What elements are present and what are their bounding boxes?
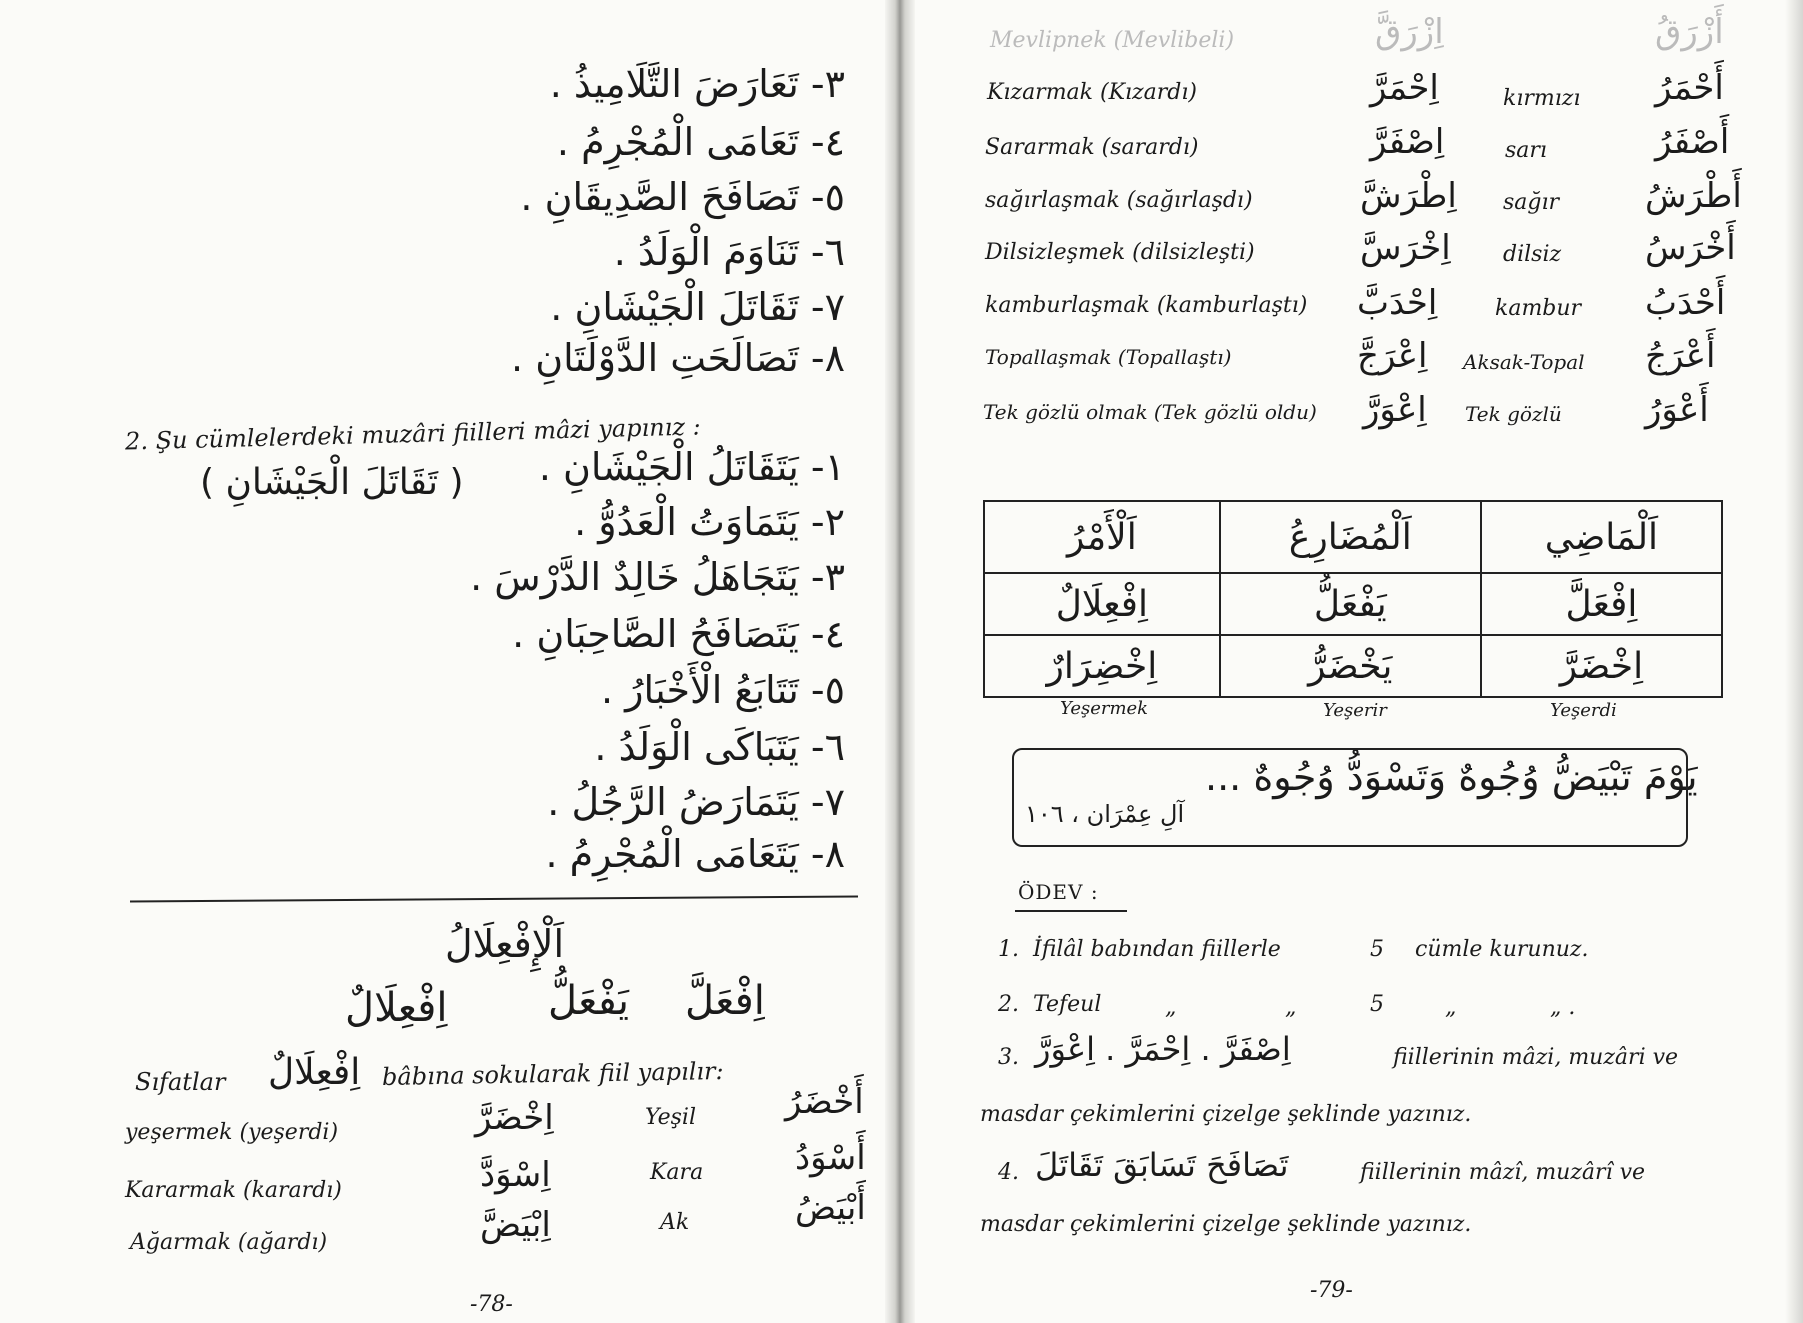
exercise-line: ٦- يَتَبَاكَى الْوَلَدُ . [594,725,845,769]
ditto-mark: „ . [1550,995,1576,1020]
adj-tr: kırmızı [1503,86,1581,111]
ditto-mark: „ [1285,995,1297,1020]
faint-header-verb: اِزْرَقَّ [1375,12,1444,52]
table-caption-mazi: Yeşerdi [1550,700,1617,721]
verse-box [1012,748,1688,847]
exercise-line: ٨- يَتَعَامَى الْمُجْرِمُ . [545,832,845,876]
page-number: -78- [470,1292,513,1317]
exercise2-example: ( تَقَاتَلَ الْجَيْشَانِ ) [200,462,464,503]
rule-arabic: اِفْعِلَالٌ [268,1052,361,1093]
homework-count: 5 [1370,937,1384,962]
adj-tr: dilsiz [1503,242,1562,267]
table-cell: اِخْضِرَارٌ [984,635,1220,697]
page-edge [1785,0,1803,1323]
verb-tr: sağırlaşmak (sağırlaşdı) [985,188,1253,213]
left-page [0,0,895,1323]
homework-text: fiillerinin mâzî, muzârî ve [1360,1160,1646,1185]
verb-ar: اِبْيَضَّ [480,1205,551,1245]
adj-ar: أَسْوَدُ [795,1138,866,1178]
exercise-line: ٧- يَتَمَارَضُ الرَّجُلُ . [547,780,845,824]
exercise-line: ٢- يَتَمَاوَتُ الْعَدُوُّ . [574,500,845,544]
exercise-line: ١- يَتَقَاتَلُ الْجَيْشَانِ . [538,445,845,489]
ditto-mark: „ [1445,995,1457,1020]
table-cell: اِخْضَرَّ [1481,635,1722,697]
adj-tr: Aksak-Topal [1463,350,1585,374]
verb-ar: اِخْضَرَّ [475,1098,554,1138]
verb-tr: Ağarmak (ağardı) [130,1230,328,1255]
table-cell: يَخْضَرُّ [1220,635,1481,697]
rule-prefix: Sıfatlar [135,1068,226,1096]
adj-ar: أَحْمَرُ [1655,68,1724,108]
adj-tr: Ak [660,1210,690,1235]
homework-text2: masdar çekimlerini çizelge şeklinde yazınız. [980,1212,1472,1237]
verb-ar: اِعْوَرَّ [1363,390,1427,430]
adj-tr: Tek gözlü [1465,402,1562,426]
homework-words: اِصْفَرَّ . اِحْمَرَّ . اِعْوَرَّ [1035,1030,1291,1068]
homework-text: fiillerinin mâzi, muzâri ve [1393,1045,1679,1070]
verb-tr: Sararmak (sarardı) [985,135,1199,160]
table-caption-amr: Yeşermek [1060,698,1149,719]
form-muzari: يَفْعَلُّ [548,978,629,1024]
exercise-line: ٥- تَتَابَعُ الْأَخْبَارُ . [601,668,845,712]
adj-tr: sağır [1503,190,1560,215]
adj-ar: أَخْرَسُ [1645,228,1736,268]
exercise-line: ٤- تَعَامَى الْمُجْرِمُ . [556,120,845,164]
table-caption-muzari: Yeşerir [1323,700,1387,721]
homework-text: Tefeul [1033,992,1102,1017]
verb-tr: Topallaşmak (Topallaştı) [985,345,1232,369]
homework-count: 5 [1370,992,1384,1017]
verb-tr: Dilsizleşmek (dilsizleşti) [985,240,1255,265]
verb-ar: اِحْدَبَّ [1357,283,1438,323]
table-header-mazi: اَلْمَاضِي [1481,501,1722,573]
verse-text: يَوْمَ تَبْيَضُّ وُجُوهٌ وَتَسْوَدُّ وُجُوهٌ ... [1205,755,1698,799]
verb-ar: اِعْرَجَّ [1357,336,1428,376]
exercise-line: ٧- تَقَاتَلَ الْجَيْشَانِ . [550,285,845,329]
exercise-line: ٣- تَعَارَضَ التَّلَامِيذُ . [549,62,845,106]
verb-tr: kamburlaşmak (kamburlaştı) [985,293,1308,318]
homework-underline [1015,910,1127,912]
table-header-amr: اَلْأَمْرُ [984,501,1220,573]
book-spine [885,0,915,1323]
form-mazi: اِفْعَلَّ [685,978,765,1024]
homework-tail: cümle kurunuz. [1415,937,1589,962]
table-cell: اِفْعِلَالٌ [984,573,1220,635]
table-cell: اِفْعَلَّ [1481,573,1722,635]
verb-ar: اِطْرَشَّ [1360,176,1457,216]
faint-header-tr: Mevlipnek (Mevlibeli) [990,28,1235,53]
verb-tr: yeşermek (yeşerdi) [125,1120,339,1145]
ditto-mark: „ [1165,995,1177,1020]
homework-num: 2. [998,992,1019,1017]
homework-words: تَصَافَحَ تَسَابَقَ تَقَاتَلَ [1035,1146,1289,1184]
exercise-line: ٤- يَتَصَافَحُ الصَّاحِبَانِ . [512,612,845,656]
adj-ar: أَعْوَرُ [1645,390,1709,430]
conjugation-table [983,500,1723,698]
section-title: اَلْإِفْعِلَالُ [445,922,565,966]
adj-tr: sarı [1505,138,1547,163]
verb-ar: اِحْمَرَّ [1370,68,1439,108]
verb-ar: اِخْرَسَّ [1360,228,1451,268]
verb-ar: اِسْوَدَّ [480,1155,551,1195]
table-cell: يَفْعَلُّ [1220,573,1481,635]
adj-ar: أَصْفَرُ [1655,122,1730,162]
adj-ar: أَحْدَبُ [1645,283,1726,323]
homework-text2: masdar çekimlerini çizelge şeklinde yazınız. [980,1102,1472,1127]
adj-tr: Kara [650,1160,704,1185]
section-divider [130,895,858,902]
exercise-line: ٨- تَصَالَحَتِ الدَّوْلَتَانِ . [511,336,845,380]
table-header-muzari: اَلْمُضَارِعُ [1220,501,1481,573]
adj-tr: kambur [1495,296,1582,321]
adj-ar: أَطْرَشُ [1645,176,1742,216]
homework-text: İfilâl babından fiillerle [1033,937,1281,962]
homework-num: 3. [998,1045,1019,1070]
faint-header-adj: أَزْرَقُ [1655,12,1724,52]
verse-reference: آلِ عِمْرَان ، ١٠٦ [1025,800,1185,828]
verb-tr: Kızarmak (Kızardı) [987,80,1197,105]
verb-ar: اِصْفَرَّ [1370,122,1445,162]
adj-ar: أَعْرَجُ [1645,336,1716,376]
homework-title: ÖDEV : [1018,880,1099,904]
adj-tr: Yeşil [645,1105,696,1130]
adj-ar: أَبْيَضُ [795,1188,866,1228]
form-masdar: اِفْعِلَالٌ [345,985,448,1031]
exercise-line: ٥- تَصَافَحَ الصَّدِيقَانِ . [520,175,845,219]
verb-tr: Kararmak (karardı) [125,1178,342,1203]
adj-ar: أَخْضَرُ [785,1082,864,1122]
exercise-line: ٣- يَتَجَاهَلُ خَالِدٌ الدَّرْسَ . [470,555,845,599]
homework-num: 1. [998,937,1019,962]
exercise-line: ٦- تَنَاوَمَ الْوَلَدُ . [613,230,845,274]
rule-suffix: bâbına sokularak fiil yapılır: [381,1057,724,1091]
homework-num: 4. [998,1160,1019,1185]
verb-tr: Tek gözlü olmak (Tek gözlü oldu) [983,400,1317,424]
exercise2-title: 2. Şu cümlelerdeki muzâri fiilleri mâzi yapınız : [124,412,702,456]
page-number: -79- [1310,1278,1353,1303]
